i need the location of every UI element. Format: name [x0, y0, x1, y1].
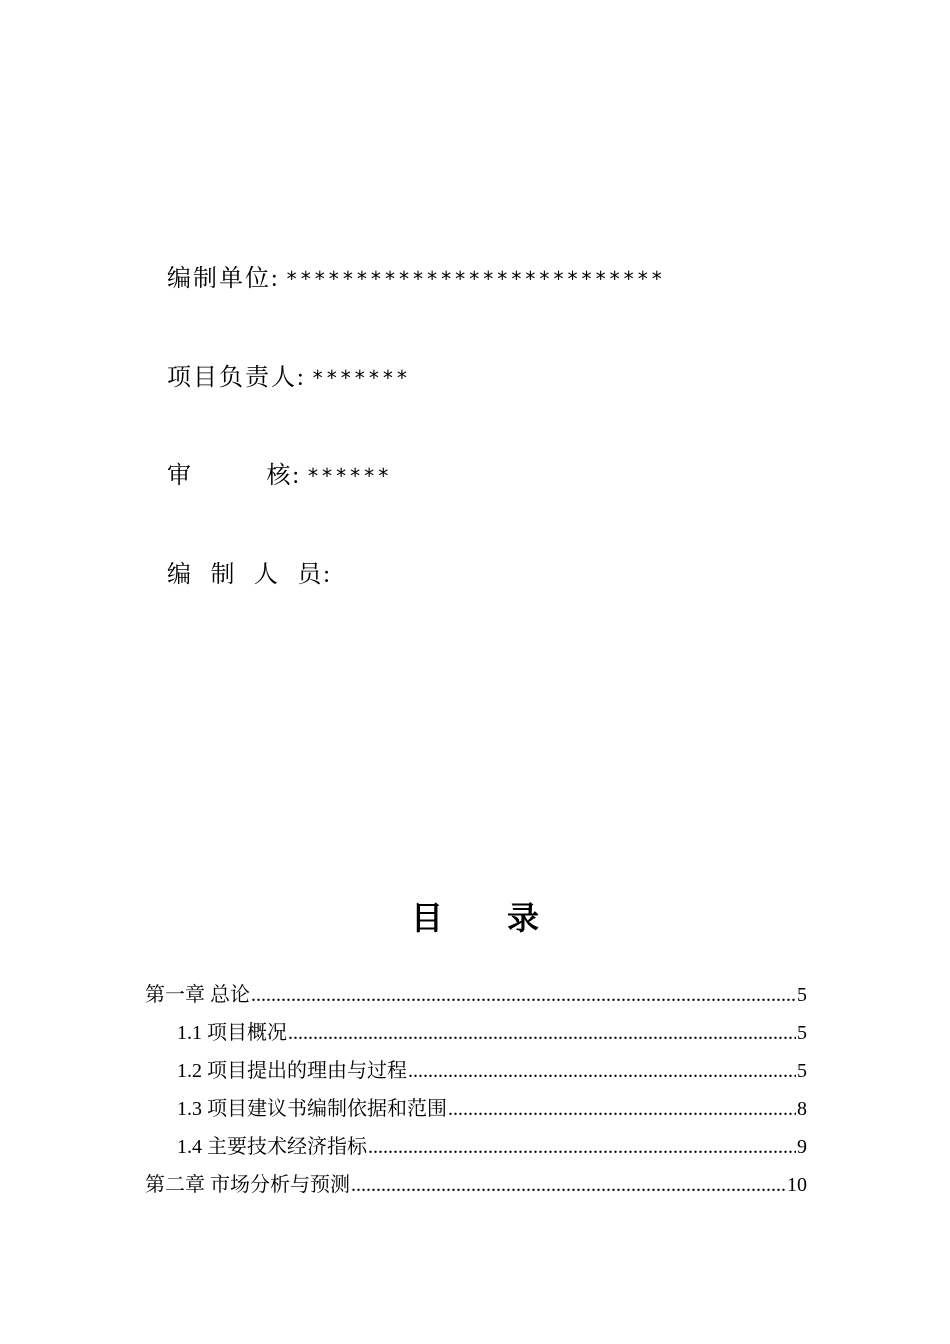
toc-entry-text: 1.4 主要技术经济指标: [177, 1136, 367, 1158]
toc-dot-leader: [288, 1018, 796, 1048]
toc-page-number: 5: [797, 984, 807, 1006]
toc-entry-1-1[interactable]: [145, 1018, 807, 1056]
reviewer-value: ******: [307, 464, 392, 488]
toc-entry-1-3[interactable]: [145, 1094, 807, 1132]
toc-dot-leader: [408, 1056, 796, 1086]
table-of-contents: [145, 980, 807, 1208]
toc-dot-leader: [351, 1170, 786, 1200]
reviewer-label-char-2: 核:: [266, 463, 301, 489]
toc-page-number: 8: [797, 1098, 807, 1120]
staff-label-char: 员:: [297, 562, 332, 588]
toc-entry-1-2[interactable]: [145, 1056, 807, 1094]
toc-page-number: 10: [787, 1174, 807, 1196]
toc-entry-text: 1.3 项目建议书编制依据和范围: [177, 1098, 447, 1120]
compiling-unit-value: ***************************: [285, 267, 665, 291]
toc-title: 目录: [410, 899, 603, 937]
project-leader-label: 项目负责人:: [167, 365, 306, 391]
toc-dot-leader: [368, 1132, 796, 1162]
toc-entry-chapter-2[interactable]: [145, 1170, 807, 1208]
toc-dot-leader: [448, 1094, 796, 1124]
compiling-staff-label: [167, 560, 332, 590]
compiling-unit-row: [167, 264, 665, 294]
reviewer-label-char-1: 审: [167, 463, 193, 489]
toc-entry-text: 1.1 项目概况: [177, 1022, 287, 1044]
toc-page-number: 5: [797, 1060, 807, 1082]
staff-label-char: 人: [253, 562, 280, 588]
toc-entry-text: 第二章 市场分析与预测: [145, 1174, 350, 1196]
compiling-staff-row: [167, 560, 332, 590]
toc-entry-text: 1.2 项目提出的理由与过程: [177, 1060, 407, 1082]
toc-page-number: 9: [797, 1136, 807, 1158]
staff-label-char: 制: [210, 562, 237, 588]
compiling-unit-label: 编制单位:: [167, 266, 280, 292]
toc-entry-text: 第一章 总论: [145, 984, 250, 1006]
toc-dot-leader: [251, 980, 796, 1010]
toc-entry-1-4[interactable]: [145, 1132, 807, 1170]
toc-entry-chapter-1[interactable]: [145, 980, 807, 1018]
toc-page-number: 5: [797, 1022, 807, 1044]
reviewer-label: [167, 461, 301, 491]
project-leader-value: *******: [311, 366, 410, 390]
staff-label-char: 编: [167, 562, 193, 588]
project-leader-row: [167, 363, 410, 393]
reviewer-row: [167, 461, 391, 491]
